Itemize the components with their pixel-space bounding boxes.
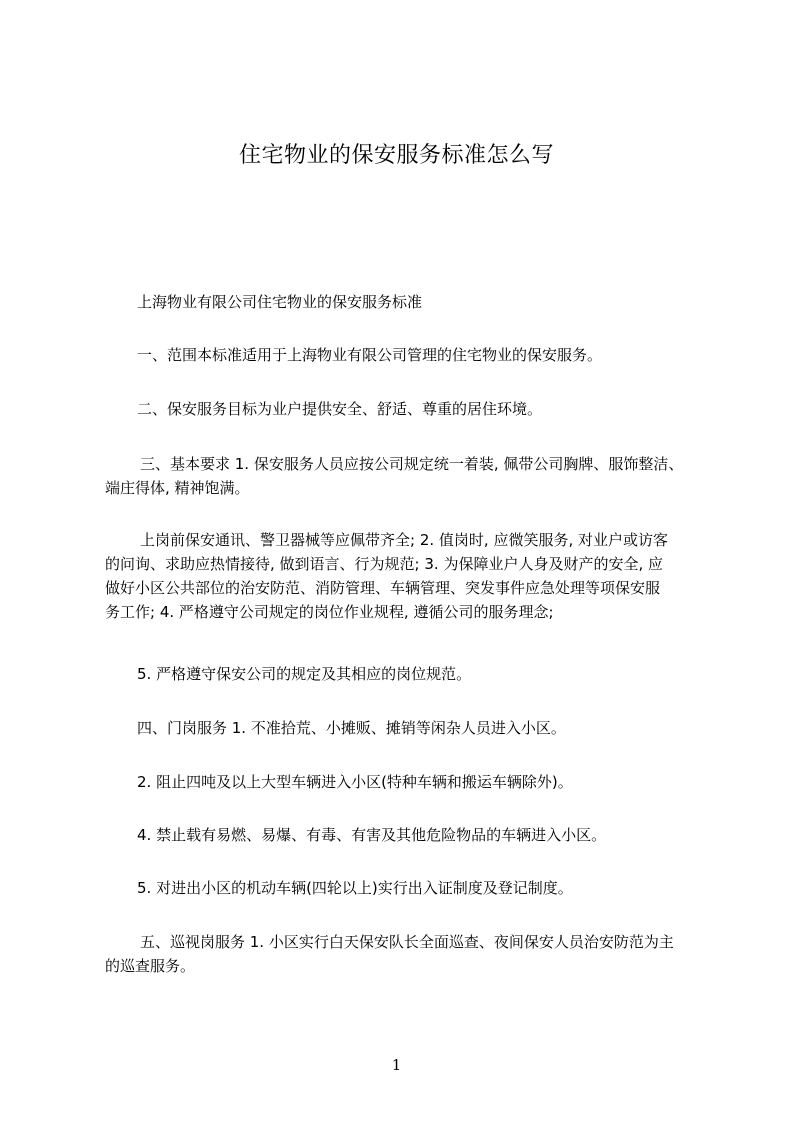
paragraph-line: 上岗前保安通讯、警卫器械等应佩带齐全; 2. 值岗时, 应微笑服务, 对业户或访客 xyxy=(140,531,668,549)
section-basic-requirements xyxy=(105,452,705,500)
paragraph-line: 端庄得体, 精神饱满。 xyxy=(105,479,250,497)
paragraph-line: 五、巡视岗服务 1. 小区实行白天保安队长全面巡查、夜间保安人员治安防范为主 xyxy=(140,933,674,951)
paragraph-line: 2. 阻止四吨及以上大型车辆进入小区(特种车辆和搬运车辆除外)。 xyxy=(137,773,573,791)
document-subtitle xyxy=(137,290,737,314)
paragraph-line: 三、基本要求 1. 保安服务人员应按公司规定统一着装, 佩带公司胸牌、服饰整洁、 xyxy=(140,455,684,473)
section-gate-service xyxy=(137,716,737,740)
paragraph-line: 上海物业有限公司住宅物业的保安服务标准 xyxy=(137,293,423,311)
section-patrol-service xyxy=(105,930,705,978)
paragraph-line: 做好小区公共部位的治安防范、消防管理、车辆管理、突发事件应急处理等项保安服 xyxy=(105,579,661,597)
paragraph-line: 的巡查服务。 xyxy=(105,957,196,975)
page-number: 1 xyxy=(391,1056,402,1074)
section-goal xyxy=(137,397,737,421)
paragraph-line: 务工作; 4. 严格遵守公司规定的岗位作业规程, 遵循公司的服务理念; xyxy=(105,603,554,621)
paragraph-line: 5. 对进出小区的机动车辆(四轮以上)实行出入证制度及登记制度。 xyxy=(137,879,573,897)
section-gate-rule-2 xyxy=(137,770,737,794)
document-title: 住宅物业的保安服务标准怎么写 xyxy=(238,143,554,168)
paragraph-line: 二、保安服务目标为业户提供安全、舒适、尊重的居住环境。 xyxy=(137,400,543,418)
section-duties xyxy=(105,528,705,624)
section-gate-rule-5 xyxy=(137,876,737,900)
paragraph-line: 4. 禁止载有易燃、易爆、有毒、有害及其他危险物品的车辆进入小区。 xyxy=(137,826,607,844)
section-scope xyxy=(137,343,737,367)
section-rule-5 xyxy=(137,662,737,686)
paragraph-line: 5. 严格遵守保安公司的规定及其相应的岗位规范。 xyxy=(137,665,472,683)
paragraph-line: 的问询、求助应热情接待, 做到语言、行为规范; 3. 为保障业户人身及财产的安全, 应 xyxy=(105,555,663,573)
paragraph-line: 一、范围本标准适用于上海物业有限公司管理的住宅物业的保安服务。 xyxy=(137,346,603,364)
paragraph-line: 四、门岗服务 1. 不准拾荒、小摊贩、摊销等闲杂人员进入小区。 xyxy=(137,719,566,737)
section-gate-rule-4 xyxy=(137,823,737,847)
